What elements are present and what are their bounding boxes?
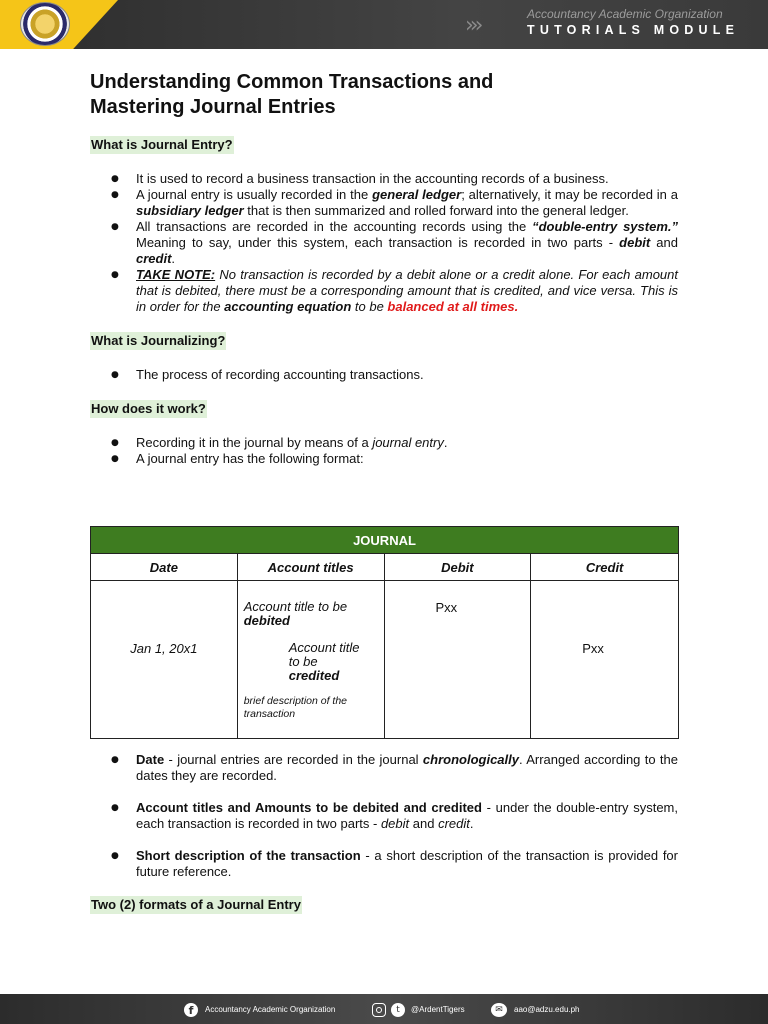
debit-account-label: Account title to be — [243, 599, 348, 614]
bullet-text: . — [443, 435, 448, 450]
bullet-text: All transactions are recorded in the accounting records using the — [136, 219, 533, 234]
list-item — [90, 219, 678, 267]
bullet-text: - a short description of the transaction is provided for future reference. — [136, 848, 678, 879]
title-line-2: Mastering Journal Entries — [90, 96, 336, 118]
title-line-1: Understanding Common Transactions and — [90, 71, 494, 93]
column-header-credit: Credit — [531, 554, 679, 581]
debit-amount: Pxx — [435, 600, 458, 615]
bullet-text: No transaction is recorded by a debit alone or a credit alone. For each amount that is debited, there must be a corresponding amount that is credited, and vice versa. This is in order for the — [136, 267, 679, 314]
column-header-account-titles: Account titles — [237, 554, 384, 581]
bullet-text: . — [171, 251, 176, 266]
emphasis-text: credit — [438, 816, 470, 831]
transaction-description — [244, 695, 347, 721]
credit-account-label: Account title — [288, 640, 360, 655]
bullet-text: and — [650, 235, 678, 250]
debit-account-title — [244, 600, 347, 628]
table-row — [91, 581, 679, 739]
list-item — [90, 171, 678, 187]
section-heading-journal-entry: What is Journal Entry? — [91, 137, 233, 152]
journal-table-title: JOURNAL — [91, 527, 679, 554]
emphasis-text: credit — [136, 251, 172, 266]
term-label: Short description of the transaction — [136, 848, 361, 863]
bullet-text: Meaning to say, under this system, each transaction is recorded in two parts - — [136, 235, 620, 250]
instagram-icon — [372, 1003, 386, 1017]
credit-amount: Pxx — [582, 641, 604, 656]
credit-cell — [531, 581, 679, 739]
credit-account-title — [289, 641, 360, 683]
list-item — [90, 435, 678, 451]
section-heading-how-it-works: How does it work? — [91, 401, 206, 416]
emphasis-text: chronologically — [422, 752, 519, 767]
footer-facebook-handle: Accountancy Academic Organization — [205, 1005, 336, 1014]
emphasis-text: general ledger — [372, 187, 462, 202]
emphasis-text: debit — [380, 816, 410, 831]
section-heading-journalizing: What is Journalizing? — [91, 333, 226, 348]
list-item — [90, 187, 678, 219]
column-header-debit: Debit — [384, 554, 531, 581]
university-seal-logo — [20, 2, 70, 46]
bullet-text: . — [469, 816, 474, 831]
term-label: Account titles and Amounts to be debited and credited — [136, 800, 482, 815]
email-icon: ✉ — [491, 1003, 507, 1017]
page-title — [90, 70, 678, 120]
page-header — [0, 0, 768, 49]
header-module: TUTORIALS MODULE — [527, 23, 740, 37]
list-item — [90, 451, 678, 467]
bullet-text: and — [409, 816, 439, 831]
list-item — [90, 752, 678, 784]
date-cell — [91, 581, 238, 739]
chevron-arrows-icon: ››› — [465, 13, 480, 38]
list-item — [90, 848, 678, 880]
term-label: Date — [136, 752, 165, 767]
bullet-text: - under the double-entry system, each transaction is recorded in two parts - — [136, 800, 678, 831]
format-explanation-list — [90, 752, 678, 880]
take-note-label: TAKE NOTE: — [136, 267, 216, 282]
credit-account-label: to be — [288, 654, 318, 669]
footer-email: aao@adzu.edu.ph — [514, 1005, 580, 1014]
emphasis-text: accounting equation — [224, 299, 352, 314]
emphasis-text: subsidiary ledger — [136, 203, 244, 218]
journalizing-list — [90, 367, 678, 383]
emphasis-text: “double-entry system.” — [532, 219, 678, 234]
footer-social-handle: @ArdentTigers — [411, 1005, 465, 1014]
emphasis-red-text: balanced at all times. — [387, 299, 519, 314]
journal-entry-list — [90, 171, 678, 315]
twitter-icon: t — [391, 1003, 405, 1017]
bullet-text: that is then summarized and rolled forward into the general ledger. — [243, 203, 629, 218]
description-text: transaction — [243, 708, 296, 720]
section-heading-formats: Two (2) formats of a Journal Entry — [91, 897, 301, 912]
bullet-text: ; alternatively, it may be recorded in a — [461, 187, 678, 202]
journal-table — [90, 526, 679, 739]
debit-account-emphasis: debited — [243, 613, 290, 628]
page-footer — [0, 994, 768, 1024]
list-item — [90, 367, 678, 383]
header-organization: Accountancy Academic Organization — [527, 7, 723, 21]
bullet-text: to be — [351, 299, 388, 314]
list-item — [90, 800, 678, 832]
emphasis-text: journal entry — [372, 435, 444, 450]
bullet-text: A journal entry has the following format: — [136, 451, 364, 466]
bullet-text: - journal entries are recorded in the journal — [164, 752, 423, 767]
account-titles-cell — [237, 581, 384, 739]
document-body — [90, 70, 678, 467]
format-explanation — [90, 752, 678, 914]
debit-cell — [384, 581, 531, 739]
facebook-icon: f — [184, 1003, 198, 1017]
credit-account-emphasis: credited — [288, 668, 340, 683]
entry-date: Jan 1, 20x1 — [130, 641, 198, 656]
how-it-works-list — [90, 435, 678, 467]
bullet-text: The process of recording accounting transactions. — [136, 367, 424, 382]
bullet-text: A journal entry is usually recorded in the — [136, 187, 373, 202]
emphasis-text: debit — [619, 235, 651, 250]
bullet-text: Recording it in the journal by means of a — [136, 435, 373, 450]
column-header-date: Date — [91, 554, 238, 581]
bullet-text: . Arranged according to the dates they are recorded. — [136, 752, 678, 783]
bullet-text: It is used to record a business transaction in the accounting records of a business. — [136, 171, 609, 186]
list-item — [90, 267, 678, 315]
description-text: brief description of the — [243, 695, 348, 707]
